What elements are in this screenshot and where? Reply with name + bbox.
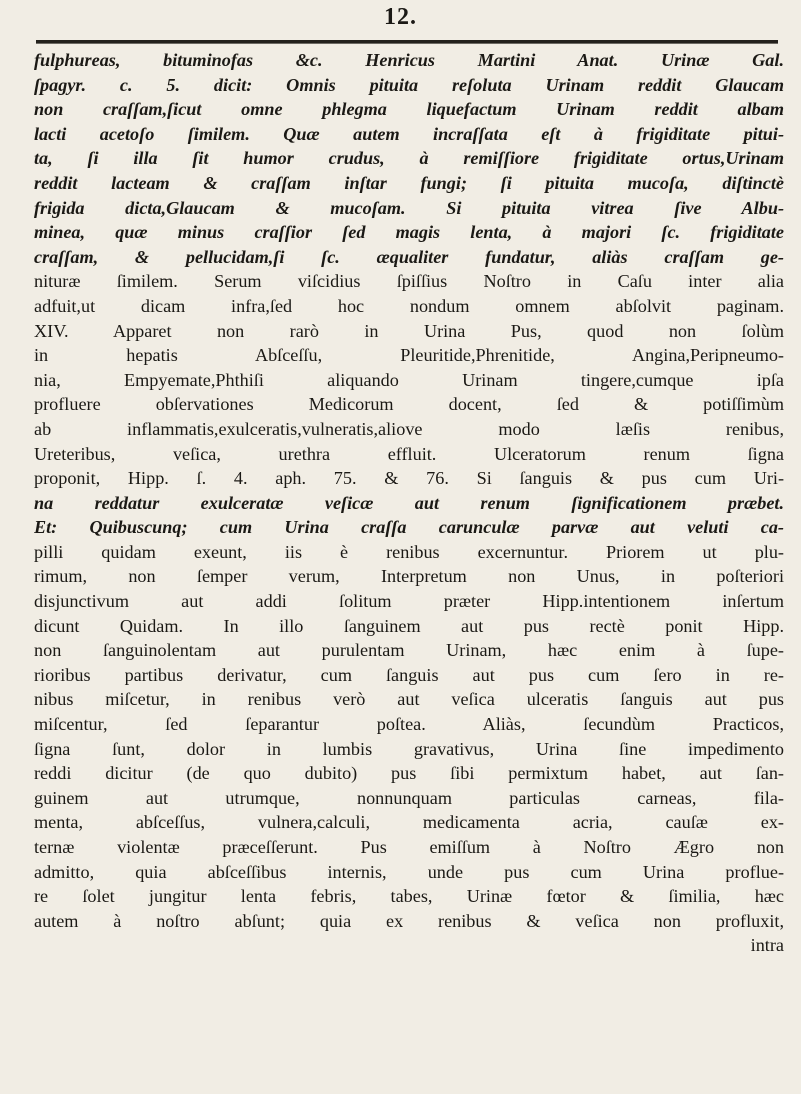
text-line: rimum, non ſemper verum, Interpretum non Unus, in poſteriori — [34, 566, 784, 587]
text-line: admitto, quia abſceſſibus internis, unde pus cum Urina proflue- — [34, 861, 784, 882]
text-line: reddit lacteam & craſſam inſtar fungi; ſi pituita mucoſa, diſtinctè — [34, 172, 784, 193]
text-line: disjunctivum aut addi ſolitum præter Hipp.intentionem inſertum — [34, 591, 784, 612]
text-line: minea, quæ minus craſſior ſed magis lenta, à majori ſc. frigiditate — [34, 222, 784, 243]
text-line: pilli quidam exeunt, iis è renibus excernuntur. Priorem ut plu- — [34, 541, 784, 562]
text-line: ab inflammatis,exulceratis,vulneratis,aliove modo læſis renibus, — [34, 418, 784, 439]
header-rule — [36, 40, 778, 43]
text-line: XIV. Apparet non rarò in Urina Pus, quod non ſolùm — [34, 320, 784, 341]
text-line: frigida dicta,Glaucam & mucoſam. Si pituita vitrea ſive Albu- — [34, 197, 784, 218]
text-line: na reddatur exulceratæ veſicæ aut renum ſignificationem præbet. — [34, 492, 784, 513]
text-line: profluere obſervationes Medicorum docent, ſed & potiſſimùm — [34, 394, 784, 415]
text-line: re ſolet jungitur lenta febris, tabes, Urinæ fœtor & ſimilia, hæc — [34, 886, 784, 907]
catchword: intra — [750, 935, 784, 956]
text-line: nia, Empyemate,Phthiſi aliquando Urinam tingere,cumque ipſa — [34, 369, 784, 390]
text-line: ſigna ſunt, dolor in lumbis gravativus, Urina ſine impedimento — [34, 738, 784, 759]
text-line: craſſam, & pellucidam,ſi ſc. æqualiter fundatur, aliàs craſſam ge- — [34, 246, 784, 267]
text-line: autem à noſtro abſunt; quia ex renibus & veſica non profluxit, — [34, 910, 784, 931]
text-line: nituræ ſimilem. Serum viſcidius ſpiſſius Noſtro in Caſu inter alia — [34, 271, 784, 292]
text-line: rioribus partibus derivatur, cum ſanguis aut pus cum ſero in re- — [34, 664, 784, 685]
text-line: adfuit,ut dicam infra,ſed hoc nondum omnem abſolvit paginam. — [34, 295, 784, 316]
page-number: 12. — [384, 4, 417, 30]
text-line: ta, ſi illa ſit humor crudus, à remiſſiore frigiditate ortus,Urinam — [34, 148, 784, 169]
text-line: non craſſam,ſicut omne phlegma liquefactum Urinam reddit albam — [34, 99, 784, 120]
body-text — [34, 48, 784, 958]
text-line: proponit, Hipp. ſ. 4. aph. 75. & 76. Si ſanguis & pus cum Uri- — [34, 468, 784, 489]
text-line: in hepatis Abſceſſu, Pleuritide,Phrenitide, Angina,Peripneumo- — [34, 345, 784, 366]
text-line: miſcentur, ſed ſeparantur poſtea. Aliàs, ſecundùm Practicos, — [34, 714, 784, 735]
text-line: reddi dicitur (de quo dubito) pus ſibi permixtum habet, aut ſan- — [34, 763, 784, 784]
text-line: Et: Quibuscunq; cum Urina craſſa carunculæ parvæ aut veluti ca- — [34, 517, 784, 538]
text-line: guinem aut utrumque, nonnunquam particulas carneas, fila- — [34, 787, 784, 808]
text-line: ternæ violentæ præceſſerunt. Pus emiſſum à Noſtro Ægro non — [34, 837, 784, 857]
text-line: menta, abſceſſus, vulnera,calculi, medicamenta acria, cauſæ ex- — [34, 812, 784, 833]
text-line: lacti acetoſo ſimilem. Quæ autem incraſſata eſt à frigiditate pitui- — [34, 123, 784, 144]
text-line: dicunt Quidam. In illo ſanguinem aut pus rectè ponit Hipp. — [34, 615, 784, 636]
text-line: ſpagyr. c. 5. dicit: Omnis pituita reſoluta Urinam reddit Glaucam — [34, 74, 784, 95]
text-line: nibus miſcetur, in renibus verò aut veſica ulceratis ſanguis aut pus — [34, 689, 784, 710]
text-line: Ureteribus, veſica, urethra effluit. Ulceratorum renum ſigna — [34, 443, 784, 464]
text-line: non ſanguinolentam aut purulentam Urinam, hæc enim à ſupe- — [34, 640, 784, 661]
text-line: fulphureas, bituminofas &c. Henricus Martini Anat. Urinæ Gal. — [34, 50, 784, 70]
